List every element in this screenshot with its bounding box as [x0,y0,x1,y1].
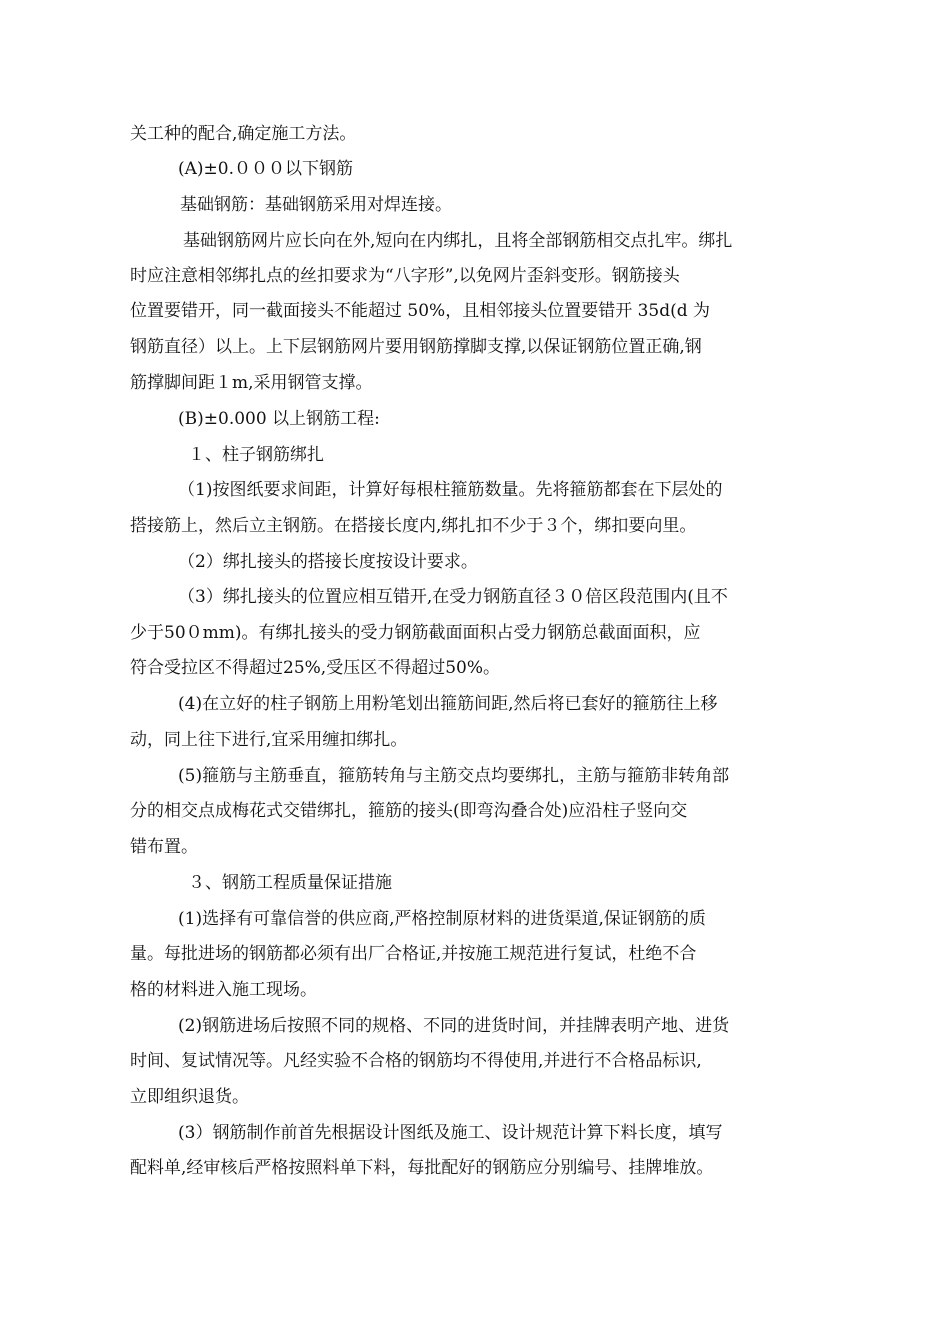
section-heading-b: (B)±0.000 以上钢筋工程: [178,409,380,429]
text-line: （3）绑扎接头的位置应相互错开,在受力钢筋直径３０倍区段范围内(且不 [178,587,728,607]
text-line: 关工种的配合,确定施工方法。 [130,124,357,144]
text-line: (4)在立好的柱子钢筋上用粉笔划出箍筋间距,然后将已套好的箍筋往上移 [178,694,718,714]
text-line: (1)选择有可靠信誉的供应商,严格控制原材料的进货渠道,保证钢筋的质 [178,909,706,929]
text-line: 符合受拉区不得超过25%,受压区不得超过50%。 [130,658,500,678]
text-line: 时应注意相邻绑扎点的丝扣要求为“八字形”,以免网片歪斜变形。钢筋接头 [130,266,680,286]
text-line: 筋撑脚间距１m,采用钢管支撑。 [130,373,373,393]
text-line: 格的材料进入施工现场。 [130,980,317,1000]
subsection-heading: １、柱子钢筋绑扎 [188,445,324,465]
subsection-heading: ３、钢筋工程质量保证措施 [188,873,392,893]
text-line: 基础钢筋：基础钢筋采用对焊连接。 [180,195,452,215]
text-line: 错布置。 [130,837,198,857]
text-line: 少于50０mm)。有绑扎接头的受力钢筋截面面积占受力钢筋总截面面积，应 [130,623,701,643]
text-line: 配料单,经审核后严格按照料单下料，每批配好的钢筋应分别编号、挂牌堆放。 [130,1158,714,1178]
text-line: （2）绑扎接头的搭接长度按设计要求。 [178,552,478,572]
text-line: (5)箍筋与主筋垂直，箍筋转角与主筋交点均要绑扎，主筋与箍筋非转角部 [178,766,730,786]
text-line: 钢筋直径）以上。上下层钢筋网片要用钢筋撑脚支撑,以保证钢筋位置正确,钢 [130,337,702,357]
text-line: (2)钢筋进场后按照不同的规格、不同的进货时间，并挂牌表明产地、进货 [178,1016,730,1036]
text-line: 时间、复试情况等。凡经实验不合格的钢筋均不得使用,并进行不合格品标识, [130,1051,702,1071]
text-line: 量。每批进场的钢筋都必须有出厂合格证,并按施工规范进行复试，杜绝不合 [130,944,697,964]
text-line: (3）钢筋制作前首先根据设计图纸及施工、设计规范计算下料长度，填写 [178,1123,723,1143]
text-line: 搭接筋上，然后立主钢筋。在搭接长度内,绑扎扣不少于３个，绑扣要向里。 [130,516,697,536]
text-line: 动，同上往下进行,宜采用缠扣绑扎。 [130,730,408,750]
text-line: 位置要错开，同一截面接头不能超过 50%，且相邻接头位置要错开 35d(d 为 [130,301,711,321]
text-line: 分的相交点成梅花式交错绑扎，箍筋的接头(即弯沟叠合处)应沿柱子竖向交 [130,801,688,821]
section-heading-a: (A)±0.０００以下钢筋 [178,159,354,179]
text-line: （1)按图纸要求间距，计算好每根柱箍筋数量。先将箍筋都套在下层处的 [178,480,723,500]
text-line: 立即组织退货。 [130,1087,249,1107]
text-line: 基础钢筋网片应长向在外,短向在内绑扎，且将全部钢筋相交点扎牢。绑扎 [183,231,733,251]
